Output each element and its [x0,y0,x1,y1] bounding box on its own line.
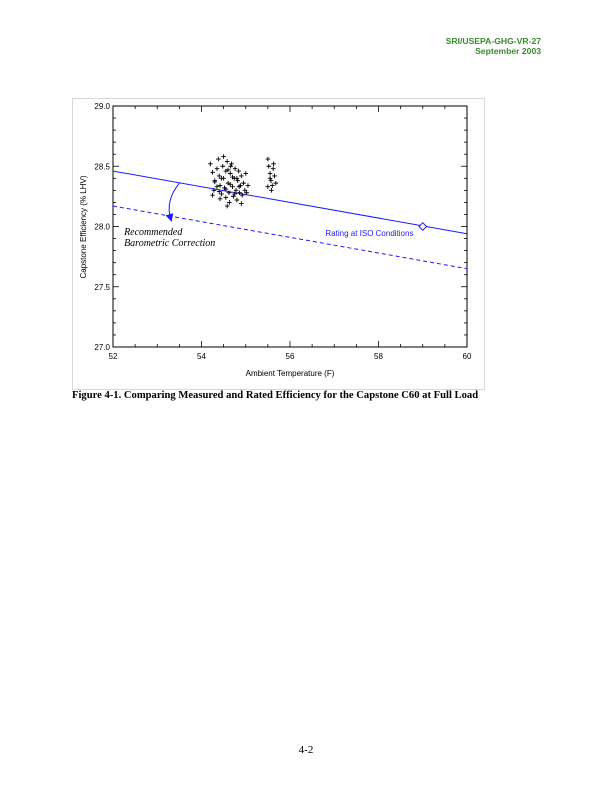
data-point-plus [219,192,224,197]
series-lines [113,171,467,269]
data-point-plus [239,201,244,206]
data-point-plus [241,181,246,186]
correction-label-line2: Barometric Correction [124,237,216,249]
data-point-plus [269,188,274,193]
y-tick-label: 28.5 [94,162,110,172]
data-point-plus [225,204,230,209]
document-id: SRI/USEPA-GHG-VR-27 [445,36,541,46]
data-point-plus [235,176,240,181]
page-number: 4-2 [298,744,314,756]
data-point-plus [239,174,244,179]
data-point-plus [268,176,273,181]
data-point-plus [216,157,221,162]
correction-label-line1: Recommended [124,226,183,238]
scatter-points [208,154,426,230]
rated-efficiency-line [113,171,467,234]
data-point-plus [274,181,279,186]
data-point-plus [225,159,230,164]
data-point-plus [218,196,223,201]
data-point-plus [208,162,213,167]
data-point-plus [215,166,220,171]
data-point-plus [230,184,235,189]
x-tick-label: 52 [108,352,118,361]
x-tick-label: 60 [462,352,472,361]
x-axis-label: Ambient Temperature (F) [245,369,335,378]
y-axis-label: Capstone Efficiency (% LHV) [79,175,88,279]
data-point-plus [271,162,276,167]
data-point-plus [224,195,229,200]
x-tick-labels [109,352,472,361]
document-date: September 2003 [475,46,541,56]
data-point-plus [246,183,251,188]
data-point-plus [235,198,240,203]
data-point-plus [236,169,241,174]
efficiency-chart [73,99,484,389]
data-point-plus [221,154,226,159]
data-point-plus [229,162,234,167]
data-point-plus [228,164,233,169]
data-point-plus [268,171,273,176]
y-tick-label: 27.5 [94,282,110,292]
x-tick-label: 58 [374,352,383,361]
figure-caption: Figure 4-1. Comparing Measured and Rated Efficiency for the Capstone C60 at Full Load [72,390,479,401]
x-tick-label: 54 [197,352,206,361]
y-tick-labels [94,102,110,352]
data-point-plus [228,171,233,176]
data-point-plus [270,183,275,188]
y-tick-label: 29.0 [94,102,110,111]
data-point-plus [269,178,274,183]
y-tick-label: 27.0 [94,343,110,352]
data-point-plus [219,176,224,181]
data-point-plus [233,166,238,171]
data-point-plus [272,174,277,179]
annotations [169,183,179,218]
iso-rating-label: Rating at ISO Conditions [325,229,414,239]
data-point-plus [266,157,271,162]
data-point-plus [266,184,271,189]
y-tick-label: 28.0 [94,222,110,232]
correction-arrow [169,183,179,218]
data-point-plus [237,190,242,195]
data-point-plus [235,178,240,183]
data-point-plus [271,166,276,171]
document-header [446,36,541,56]
iso-rating-point [419,223,427,231]
figure-frame [72,98,485,390]
data-point-plus [217,174,222,179]
data-point-plus [266,164,271,169]
data-point-plus [220,164,225,169]
x-tick-label: 56 [285,352,295,361]
data-point-plus [210,193,215,198]
data-point-plus [210,170,215,175]
data-point-plus [243,171,248,176]
data-point-plus [227,200,232,205]
